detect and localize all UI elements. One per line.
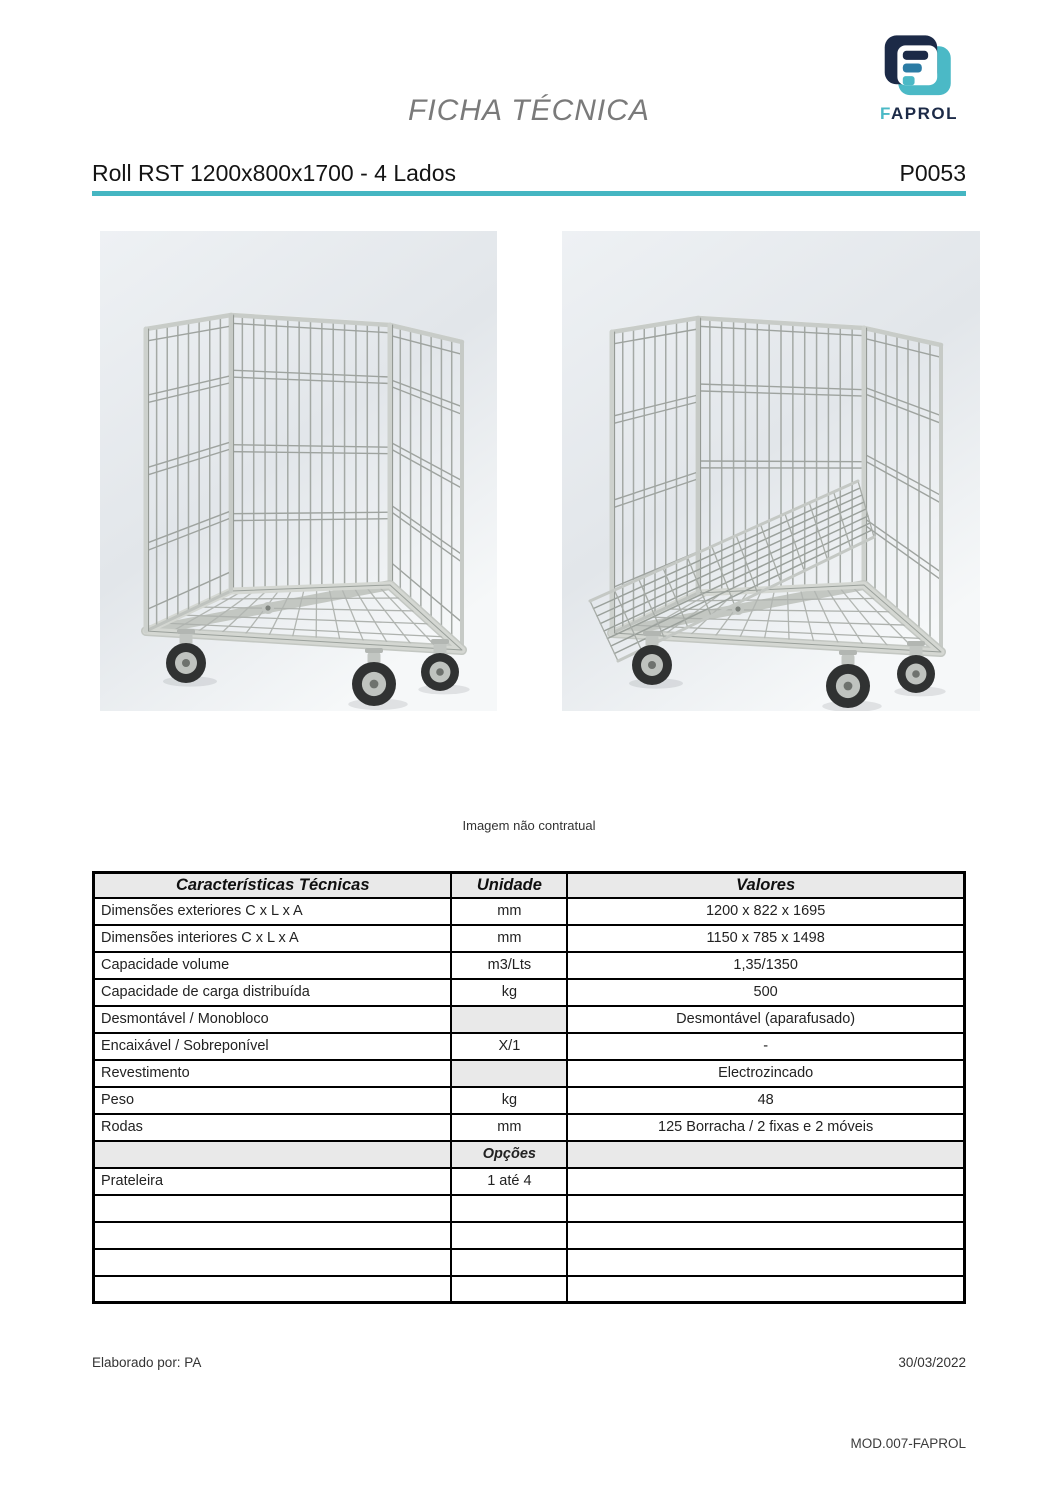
spec-label-cell: Rodas (94, 1114, 452, 1141)
spec-value-cell: 125 Borracha / 2 fixas e 2 móveis (567, 1114, 964, 1141)
spec-table (92, 871, 966, 1304)
options-section-row (94, 1141, 965, 1168)
spec-label-cell: Prateleira (94, 1168, 452, 1195)
empty-cell (94, 1249, 452, 1276)
spec-unit-cell: mm (451, 925, 567, 952)
empty-cell (567, 1249, 964, 1276)
spec-empty-row (94, 1195, 965, 1222)
section-right-cell (567, 1141, 964, 1168)
product-image-assembled (100, 231, 497, 711)
spec-label-cell: Desmontável / Monobloco (94, 1006, 452, 1033)
faprol-logo-icon (882, 33, 958, 103)
footer-doc-code: MOD.007-FAPROL (850, 1436, 966, 1451)
roll-container-illustration-folded (562, 231, 980, 711)
section-left-cell (94, 1141, 452, 1168)
product-name: Roll RST 1200x800x1700 - 4 Lados (92, 160, 456, 186)
empty-cell (451, 1276, 567, 1303)
spec-value-cell: Desmontável (aparafusado) (567, 1006, 964, 1033)
spec-unit-cell: m3/Lts (451, 952, 567, 979)
spec-value-cell: 48 (567, 1087, 964, 1114)
product-image-folded-panel (562, 231, 980, 711)
faprol-logo (880, 33, 972, 124)
accent-divider (92, 191, 966, 196)
spec-unit-cell: 1 até 4 (451, 1168, 567, 1195)
empty-cell (567, 1276, 964, 1303)
spec-row (94, 925, 965, 952)
spec-value-cell: Electrozincado (567, 1060, 964, 1087)
spec-row (94, 898, 965, 925)
spec-label-cell: Peso (94, 1087, 452, 1114)
footer-date: 30/03/2022 (898, 1355, 966, 1370)
empty-cell (451, 1222, 567, 1249)
spec-value-cell: 500 (567, 979, 964, 1006)
spec-unit-cell (451, 1006, 567, 1033)
roll-container-illustration-assembled (100, 231, 497, 711)
col-header-unidade: Unidade (451, 873, 567, 898)
spec-value-cell: 1,35/1350 (567, 952, 964, 979)
empty-cell (94, 1222, 452, 1249)
product-code: P0053 (899, 160, 966, 186)
empty-cell (451, 1249, 567, 1276)
spec-row (94, 1060, 965, 1087)
empty-cell (567, 1195, 964, 1222)
logo-letter-f: F (880, 104, 891, 123)
image-caption: Imagem não contratual (462, 818, 596, 833)
spec-unit-cell: X/1 (451, 1033, 567, 1060)
empty-cell (451, 1195, 567, 1222)
spec-unit-cell: kg (451, 1087, 567, 1114)
spec-empty-row (94, 1222, 965, 1249)
spec-value-cell (567, 1168, 964, 1195)
spec-empty-row (94, 1249, 965, 1276)
spec-unit-cell: mm (451, 898, 567, 925)
empty-cell (94, 1195, 452, 1222)
spec-row (94, 1168, 965, 1195)
spec-unit-cell: kg (451, 979, 567, 1006)
spec-unit-cell: mm (451, 1114, 567, 1141)
faprol-logo-text (880, 104, 972, 124)
col-header-valores: Valores (567, 873, 964, 898)
spec-value-cell: - (567, 1033, 964, 1060)
spec-unit-cell (451, 1060, 567, 1087)
col-header-caracteristicas: Características Técnicas (94, 873, 452, 898)
spec-label-cell: Capacidade de carga distribuída (94, 979, 452, 1006)
spec-row (94, 1033, 965, 1060)
spec-header-row (94, 873, 965, 898)
document-title: FICHA TÉCNICA (408, 94, 650, 127)
options-section-label: Opções (451, 1141, 567, 1168)
spec-row (94, 952, 965, 979)
spec-label-cell: Encaixável / Sobreponível (94, 1033, 452, 1060)
empty-cell (94, 1276, 452, 1303)
spec-value-cell: 1150 x 785 x 1498 (567, 925, 964, 952)
spec-row (94, 979, 965, 1006)
spec-row (94, 1087, 965, 1114)
spec-label-cell: Dimensões exteriores C x L x A (94, 898, 452, 925)
spec-value-cell: 1200 x 822 x 1695 (567, 898, 964, 925)
spec-row (94, 1114, 965, 1141)
logo-letters-aprol: APROL (890, 104, 958, 123)
spec-row (94, 1006, 965, 1033)
spec-label-cell: Revestimento (94, 1060, 452, 1087)
empty-cell (567, 1222, 964, 1249)
product-header-row (92, 160, 966, 187)
spec-label-cell: Capacidade volume (94, 952, 452, 979)
spec-label-cell: Dimensões interiores C x L x A (94, 925, 452, 952)
footer-author: Elaborado por: PA (92, 1355, 202, 1370)
spec-empty-row (94, 1276, 965, 1303)
